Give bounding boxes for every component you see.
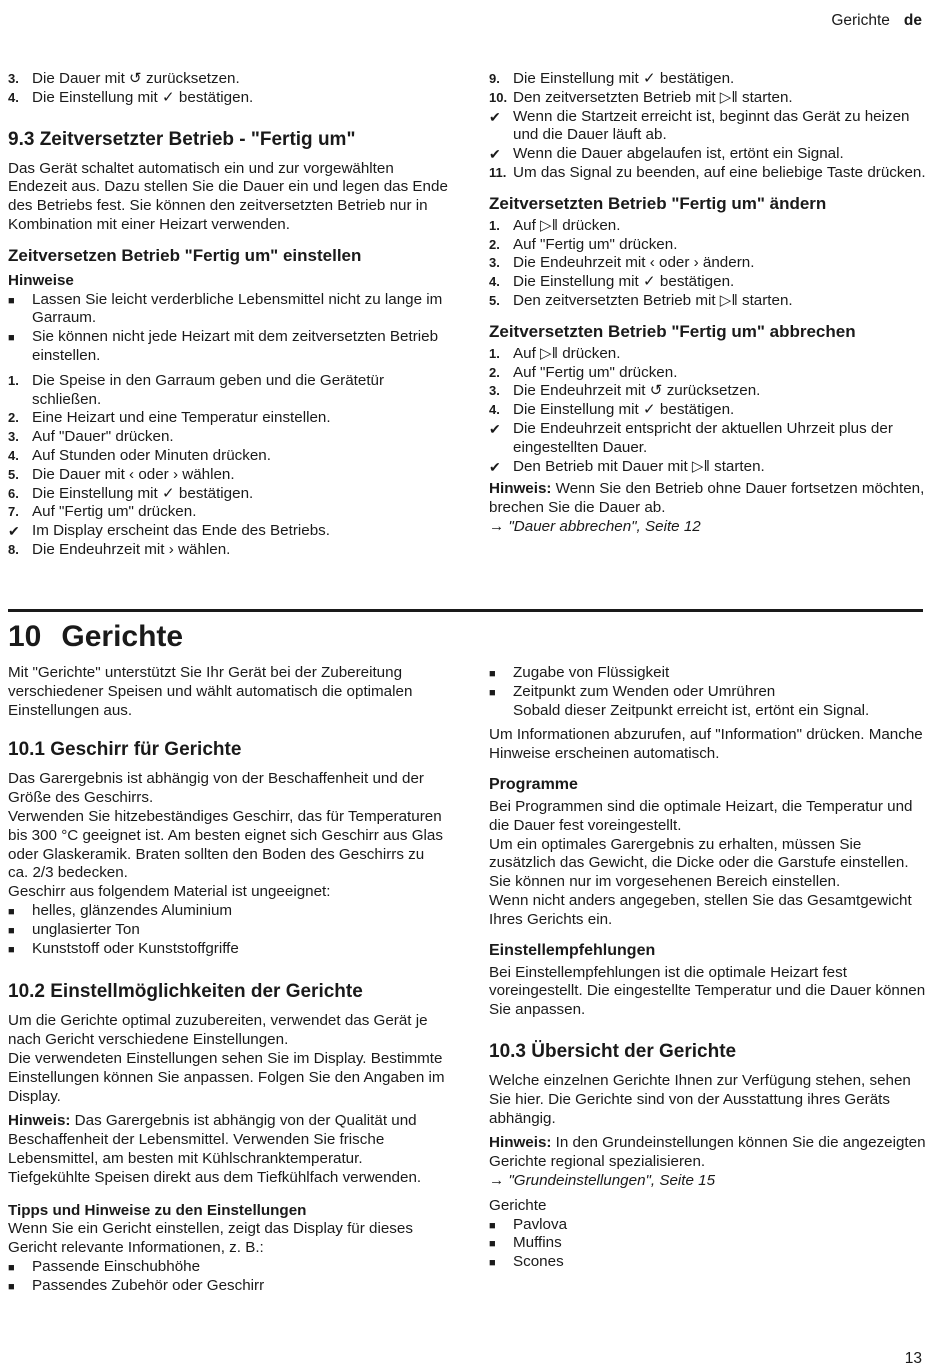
recommendations-title: Einstellempfehlungen [489,941,656,959]
step-number: 1. [8,372,19,388]
bullet-square-icon: ■ [8,1280,15,1293]
list-item [489,1216,929,1235]
list-item [489,664,929,683]
step-text: Auf ▷‖ drücken. [513,344,621,362]
paragraph: Wenn nicht anders angegeben, stellen Sie das Gesamtgewicht Ihres Gerichts ein. [489,891,912,928]
checkmark-icon: ✔ [489,108,501,125]
section-9-3-title: 9.3 Zeitversetzter Betrieb - "Fertig um" [8,128,356,150]
step-item [489,364,929,383]
bullet-square-icon: ■ [489,668,496,680]
step-number: 3. [489,255,500,271]
step-item [8,89,448,108]
bullet-square-icon: ■ [8,924,15,937]
step-number: 1. [489,217,500,233]
programs-title: Programme [489,775,578,793]
result-item [489,420,929,458]
list-text: Muffins [513,1234,562,1252]
paragraph: Um Informationen abzurufen, auf "Information" drücken. Manche Hinweise erscheinen automatisch. [489,726,923,763]
step-number: 2. [489,364,500,380]
paragraph: Bei Einstellempfehlungen ist die optimale Heizart fest voreingestellt. Die eingestellte Temperatur und die Dauer können Sie anpassen. [489,963,926,1019]
note-label: Hinweis: [489,480,552,498]
result-text: Wenn die Dauer abgelaufen ist, ertönt ein Signal. [513,145,844,163]
result-item [489,458,929,477]
step-item [489,401,929,420]
step-number: 2. [8,410,19,426]
section-10-1-title: 10.1 Geschirr für Gerichte [8,739,242,761]
step-item [8,372,448,410]
chapter-name: Gerichte [61,620,184,653]
list-text: unglasierter Ton [32,920,140,938]
notes-label: Hinweise [8,271,74,289]
list-item [8,940,448,959]
step-text: Auf "Fertig um" drücken. [32,503,197,521]
paragraph: Um die Gerichte optimal zuzubereiten, verwendet das Gerät je nach Gericht verschiedene Einstellungen. [8,1012,428,1049]
notes-list [8,291,448,366]
step-item [489,217,929,236]
checkmark-icon: ✔ [489,458,501,475]
list-text: helles, glänzendes Aluminium [32,901,233,919]
upper-left-column [8,70,448,560]
step-item [8,70,448,89]
tips-list-continued [489,664,929,702]
page-number: 13 [904,1350,922,1367]
step-text: Um das Signal zu beenden, auf eine beliebige Taste drücken. [513,163,926,181]
step-number: 2. [489,236,500,252]
result-item [489,145,929,164]
paragraph: Die verwendeten Einstellungen sehen Sie im Display. Bestimmte Einstellungen können Sie anpassen. Folgen Sie den Angaben im Display. [8,1049,445,1105]
step-item [8,466,448,485]
lower-right-column [489,664,929,1272]
note-text: Lassen Sie leicht verderbliche Lebensmittel nicht zu lange im Garraum. [32,290,443,327]
bullet-square-icon: ■ [8,332,15,345]
bullet-square-icon: ■ [8,943,15,956]
lower-left-column [8,664,448,1296]
step-item [489,292,929,311]
cross-reference-link[interactable]: → "Grundeinstellungen", Seite 15 [489,1171,716,1189]
paragraph: Bei Programmen sind die optimale Heizart, die Temperatur und die Dauer fest voreingestellt. [489,797,913,834]
list-subtext: Sobald dieser Zeitpunkt erreicht ist, ertönt ein Signal. [513,701,870,719]
step-number: 3. [489,383,500,399]
regional-note [489,1134,929,1172]
step-text: Die Endeuhrzeit mit ‹ oder › ändern. [513,254,755,272]
step-number: 6. [8,485,19,501]
note-text: Wenn Sie den Betrieb ohne Dauer fortsetzen möchten, brechen Sie die Dauer ab. [489,480,925,517]
note-label: Hinweis: [489,1134,552,1152]
step-text: Eine Heizart und eine Temperatur einstellen. [32,409,331,427]
set-steps-continued [489,70,929,183]
step-text: Auf "Dauer" drücken. [32,428,174,446]
step-item [8,428,448,447]
result-text: Die Endeuhrzeit entspricht der aktuellen Uhrzeit plus der eingestellten Dauer. [513,419,893,456]
result-item [8,522,448,541]
step-text: Die Speise in den Garraum geben und die Gerätetür schließen. [32,371,385,408]
list-item [8,1258,448,1277]
tips-list [8,1258,448,1296]
note-label: Hinweis: [8,1112,71,1130]
bullet-square-icon: ■ [489,1257,496,1270]
list-text: Zeitpunkt zum Wenden oder Umrühren [513,682,776,700]
paragraph: Welche einzelnen Gerichte Ihnen zur Verfügung stehen, sehen Sie hier. Die Gerichte sind von der Ausstattung ihres Geräts abhängig. [489,1071,911,1127]
list-item [8,902,448,921]
cancel-note [489,480,929,518]
paragraph: Wenn Sie ein Gericht einstellen, zeigt das Display für dieses Gericht relevante Informationen, z. B.: [8,1220,413,1257]
paragraph: Geschirr aus folgendem Material ist ungeeignet: [8,883,331,901]
unsuitable-material-list [8,902,448,958]
checkmark-icon: ✔ [489,146,501,163]
step-text: Die Einstellung mit ✓ bestätigen. [513,401,735,419]
running-header [831,12,922,31]
chapter-number: 10 [8,620,42,653]
bullet-square-icon: ■ [489,1238,496,1251]
cross-reference-link[interactable]: → "Dauer abbrechen", Seite 12 [489,517,701,535]
set-steps-list [8,372,448,560]
cancel-delayed-title: Zeitversetzten Betrieb "Fertig um" abbrechen [489,321,856,341]
paragraph: Das Garergebnis ist abhängig von der Beschaffenheit und der Größe des Geschirrs. [8,770,424,807]
step-item [489,345,929,364]
list-item [8,921,448,940]
step-item [8,541,448,560]
tips-title: Tipps und Hinweise zu den Einstellungen [8,1201,307,1219]
step-item [489,236,929,255]
chapter-divider [8,609,923,612]
step-text: Die Dauer mit ‹ oder › wählen. [32,465,235,483]
step-text: Den zeitversetzten Betrieb mit ▷‖ starten. [513,291,793,309]
step-text: Die Endeuhrzeit mit › wählen. [32,540,231,558]
list-text: Scones [513,1253,564,1271]
note-text: Das Garergebnis ist abhängig von der Qualität und Beschaffenheit der Lebensmittel. Verwenden Sie frische Lebensmittel, am besten mit Kühlschranktemperatur. Tiefgekühlte Speisen direkt aus dem Tiefkühlfach verwenden. [8,1112,422,1186]
step-text: Die Einstellung mit ✓ bestätigen. [513,70,735,87]
step-number: 9. [489,71,500,86]
step-number: 8. [8,541,19,557]
list-text: Zugabe von Flüssigkeit [513,664,670,681]
bullet-square-icon: ■ [489,1219,496,1232]
step-item [489,273,929,292]
step-number: 1. [489,345,500,361]
note-item [8,291,448,329]
list-item [489,1253,929,1272]
list-text: Kunststoff oder Kunststoffgriffe [32,939,239,957]
section-10-2-title: 10.2 Einstellmöglichkeiten der Gerichte [8,981,363,1003]
step-item [489,89,929,108]
set-delayed-title: Zeitversetzen Betrieb "Fertig um" einstellen [8,245,362,265]
note-text: Sie können nicht jede Heizart mit dem zeitversetzten Betrieb einstellen. [32,328,439,364]
list-text: Pavlova [513,1215,568,1233]
note-text: In den Grundeinstellungen können Sie die angezeigten Gerichte regional spezialisieren. [489,1134,926,1171]
step-text: Die Dauer mit ↺ zurücksetzen. [32,70,240,87]
step-number: 3. [8,429,19,445]
section-10-3-title: 10.3 Übersicht der Gerichte [489,1040,737,1062]
result-text: Den Betrieb mit Dauer mit ▷‖ starten. [513,457,765,475]
step-number: 7. [8,504,19,520]
list-text: Passendes Zubehör oder Geschirr [32,1276,265,1294]
step-number: 4. [489,274,500,290]
bullet-square-icon: ■ [8,294,15,307]
paragraph: Um ein optimales Garergebnis zu erhalten, müssen Sie zusätzlich das Gewicht, die Dicke oder die Garstufe einstellen. Sie können nur im vorgesehenen Bereich einstellen. [489,835,909,891]
step-number: 4. [8,447,19,463]
bullet-square-icon: ■ [489,686,496,699]
step-number: 11. [489,164,507,180]
list-item [8,1277,448,1296]
change-delayed-title: Zeitversetzten Betrieb "Fertig um" ändern [489,193,827,213]
step-list-top [8,70,448,108]
list-item [489,683,929,702]
chapter-intro: Mit "Gerichte" unterstützt Sie Ihr Gerät bei der Zubereitung verschiedener Speisen und wählt automatisch die optimalen Einstellungen aus. [8,664,413,719]
step-text: Auf "Fertig um" drücken. [513,363,678,381]
step-number: 4. [8,89,19,105]
paragraph: Verwenden Sie hitzebeständiges Geschirr, das für Temperaturen bis 300 °C geeignet ist. Am besten eignet sich Geschirr aus Glas oder Glaskeramik. Braten sollten den Boden des Geschirrs zu ca. 2/3 bedecken. [8,807,443,882]
step-number: 3. [8,71,19,86]
step-text: Den zeitversetzten Betrieb mit ▷‖ starten. [513,88,793,106]
note-item [8,328,448,366]
step-item [489,254,929,273]
bullet-square-icon: ■ [8,1261,15,1274]
step-text: Auf ▷‖ drücken. [513,216,621,234]
step-text: Die Einstellung mit ✓ bestätigen. [32,88,254,106]
checkmark-icon: ✔ [489,420,501,437]
result-text: Im Display erscheint das Ende des Betriebs. [32,522,330,540]
step-text: Auf "Fertig um" drücken. [513,235,678,253]
step-number: 5. [489,292,500,308]
section-9-3-intro: Das Gerät schaltet automatisch ein und zur vorgewählten Endezeit aus. Dazu stellen Sie die Dauer ein und legen das Ende des Betriebs fest. Sie können den zeitversetzten Betrieb nur in Kombination mit einer Heizart verwenden. [8,159,448,233]
step-number: 5. [8,466,19,482]
bullet-square-icon: ■ [8,905,15,918]
step-text: Die Einstellung mit ✓ bestätigen. [32,484,254,502]
result-item [489,108,929,146]
step-text: Die Endeuhrzeit mit ↺ zurücksetzen. [513,382,761,400]
step-number: 10. [489,89,508,105]
dishes-label: Gerichte [489,1196,547,1214]
step-text: Die Einstellung mit ✓ bestätigen. [513,273,735,291]
result-text: Wenn die Startzeit erreicht ist, beginnt das Gerät zu heizen und die Dauer läuft ab. [513,107,910,144]
list-item [489,1234,929,1253]
header-section-title: Gerichte [831,12,890,29]
step-number: 4. [489,402,500,418]
chapter-title [8,618,183,656]
step-item [8,447,448,466]
step-item [8,503,448,522]
quality-note [8,1112,448,1187]
header-language-code: de [903,12,922,29]
step-item [489,164,929,183]
cancel-steps-list [489,345,929,477]
dishes-list [489,1216,929,1272]
list-text: Passende Einschubhöhe [32,1257,201,1275]
step-item [489,382,929,401]
change-steps-list [489,217,929,311]
step-text: Auf Stunden oder Minuten drücken. [32,446,271,464]
step-item [8,485,448,504]
checkmark-icon: ✔ [8,523,20,540]
step-item [8,409,448,428]
step-item [489,70,929,89]
upper-right-column [489,70,929,543]
